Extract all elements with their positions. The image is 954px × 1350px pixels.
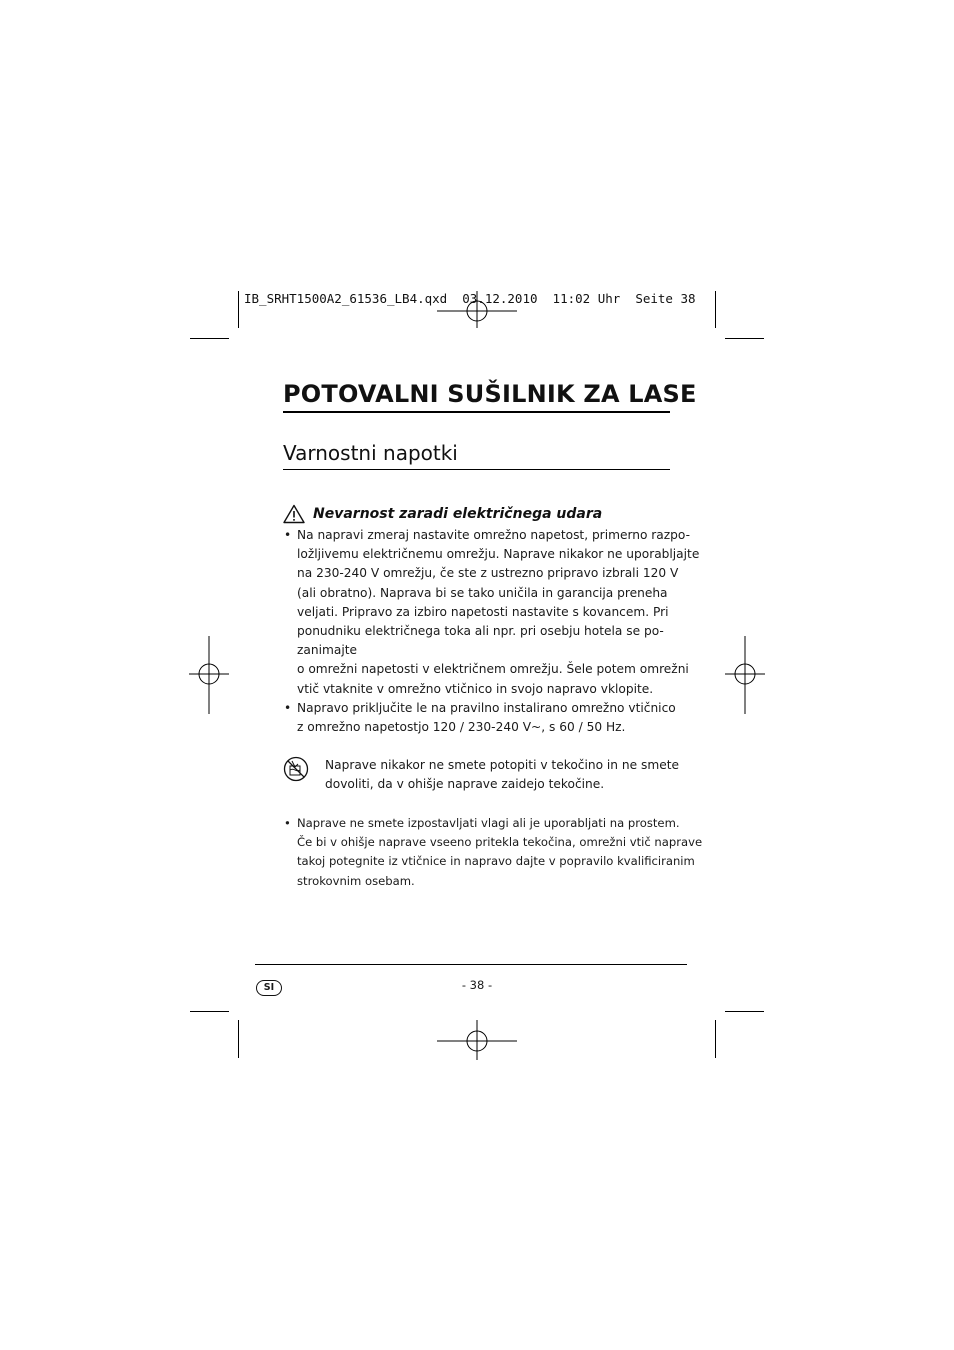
print-header: IB_SRHT1500A2_61536_LB4.qxd 03.12.2010 11:02 Uhr Seite 38	[244, 291, 696, 306]
page-title: POTOVALNI SUŠILNIK ZA LASE	[283, 380, 697, 408]
crop-mark	[715, 291, 716, 328]
registration-mark-left	[189, 636, 229, 714]
registration-mark-bottom	[437, 1020, 517, 1060]
crop-mark	[715, 1020, 716, 1058]
safety-list-2	[283, 814, 703, 891]
title-underline	[283, 411, 670, 413]
no-immersion-icon	[283, 756, 309, 782]
warning-heading	[283, 502, 602, 526]
warning-heading-text: Nevarnost zaradi električnega udara	[313, 506, 603, 522]
crop-mark	[725, 1011, 764, 1012]
list-item: • Napravo priključite le na pravilno instalirano omrežno vtičnico z omrežno napetostjo 120 / 230-240 V~, s 60 / 50 Hz.	[284, 700, 676, 735]
bullet: •	[284, 700, 292, 715]
list-item: • Naprave ne smete izpostavljati vlagi ali je uporabljati na prostem. Če bi v ohišje naprave vseeno pritekla tekočina, omrežni vtič naprave takoj potegnite iz vtičnice in napravo dajte v popravilo kvalificiranim strokovnim osebam.	[284, 816, 703, 888]
no-immersion-text: Naprave nikakor ne smete potopiti v tekočino in ne smete dovoliti, da v ohišje naprave zaidejo tekočine.	[325, 758, 679, 792]
crop-mark	[725, 338, 764, 339]
bullet: •	[284, 528, 292, 542]
crop-mark	[238, 1020, 239, 1058]
bullet: •	[284, 816, 291, 830]
safety-list-1	[283, 526, 700, 737]
language-badge: SI	[256, 980, 282, 996]
page-number: - 38 -	[461, 978, 493, 992]
crop-mark	[238, 291, 239, 328]
crop-mark	[190, 1011, 229, 1012]
list-item: • Na napravi zmeraj nastavite omrežno napetost, primerno razpo- ložljivemu električnemu omrežju. Naprave nikakor ne uporabljajte na 230-240 V omrežju, če ste z ustrezno pripravo izbrali 120 V (ali obratno). Naprava bi se tako uničila in garancija preneha veljati. Pripravo za izbiro napetosti nastavite s kovancem. Pri ponudniku električnega toka ali npr. pri osebju hotela se po- zanimajte o omrežni napetosti v električnem omrežju. Šele potem omrežni vtič vtaknite v omrežno vtičnico in svojo napravo vklopite.	[284, 528, 700, 696]
crop-mark	[190, 338, 229, 339]
registration-mark-right	[725, 636, 765, 714]
footer-rule	[255, 964, 687, 965]
section-underline	[283, 469, 670, 470]
section-title: Varnostni napotki	[283, 441, 458, 465]
warning-triangle-icon	[283, 504, 305, 524]
